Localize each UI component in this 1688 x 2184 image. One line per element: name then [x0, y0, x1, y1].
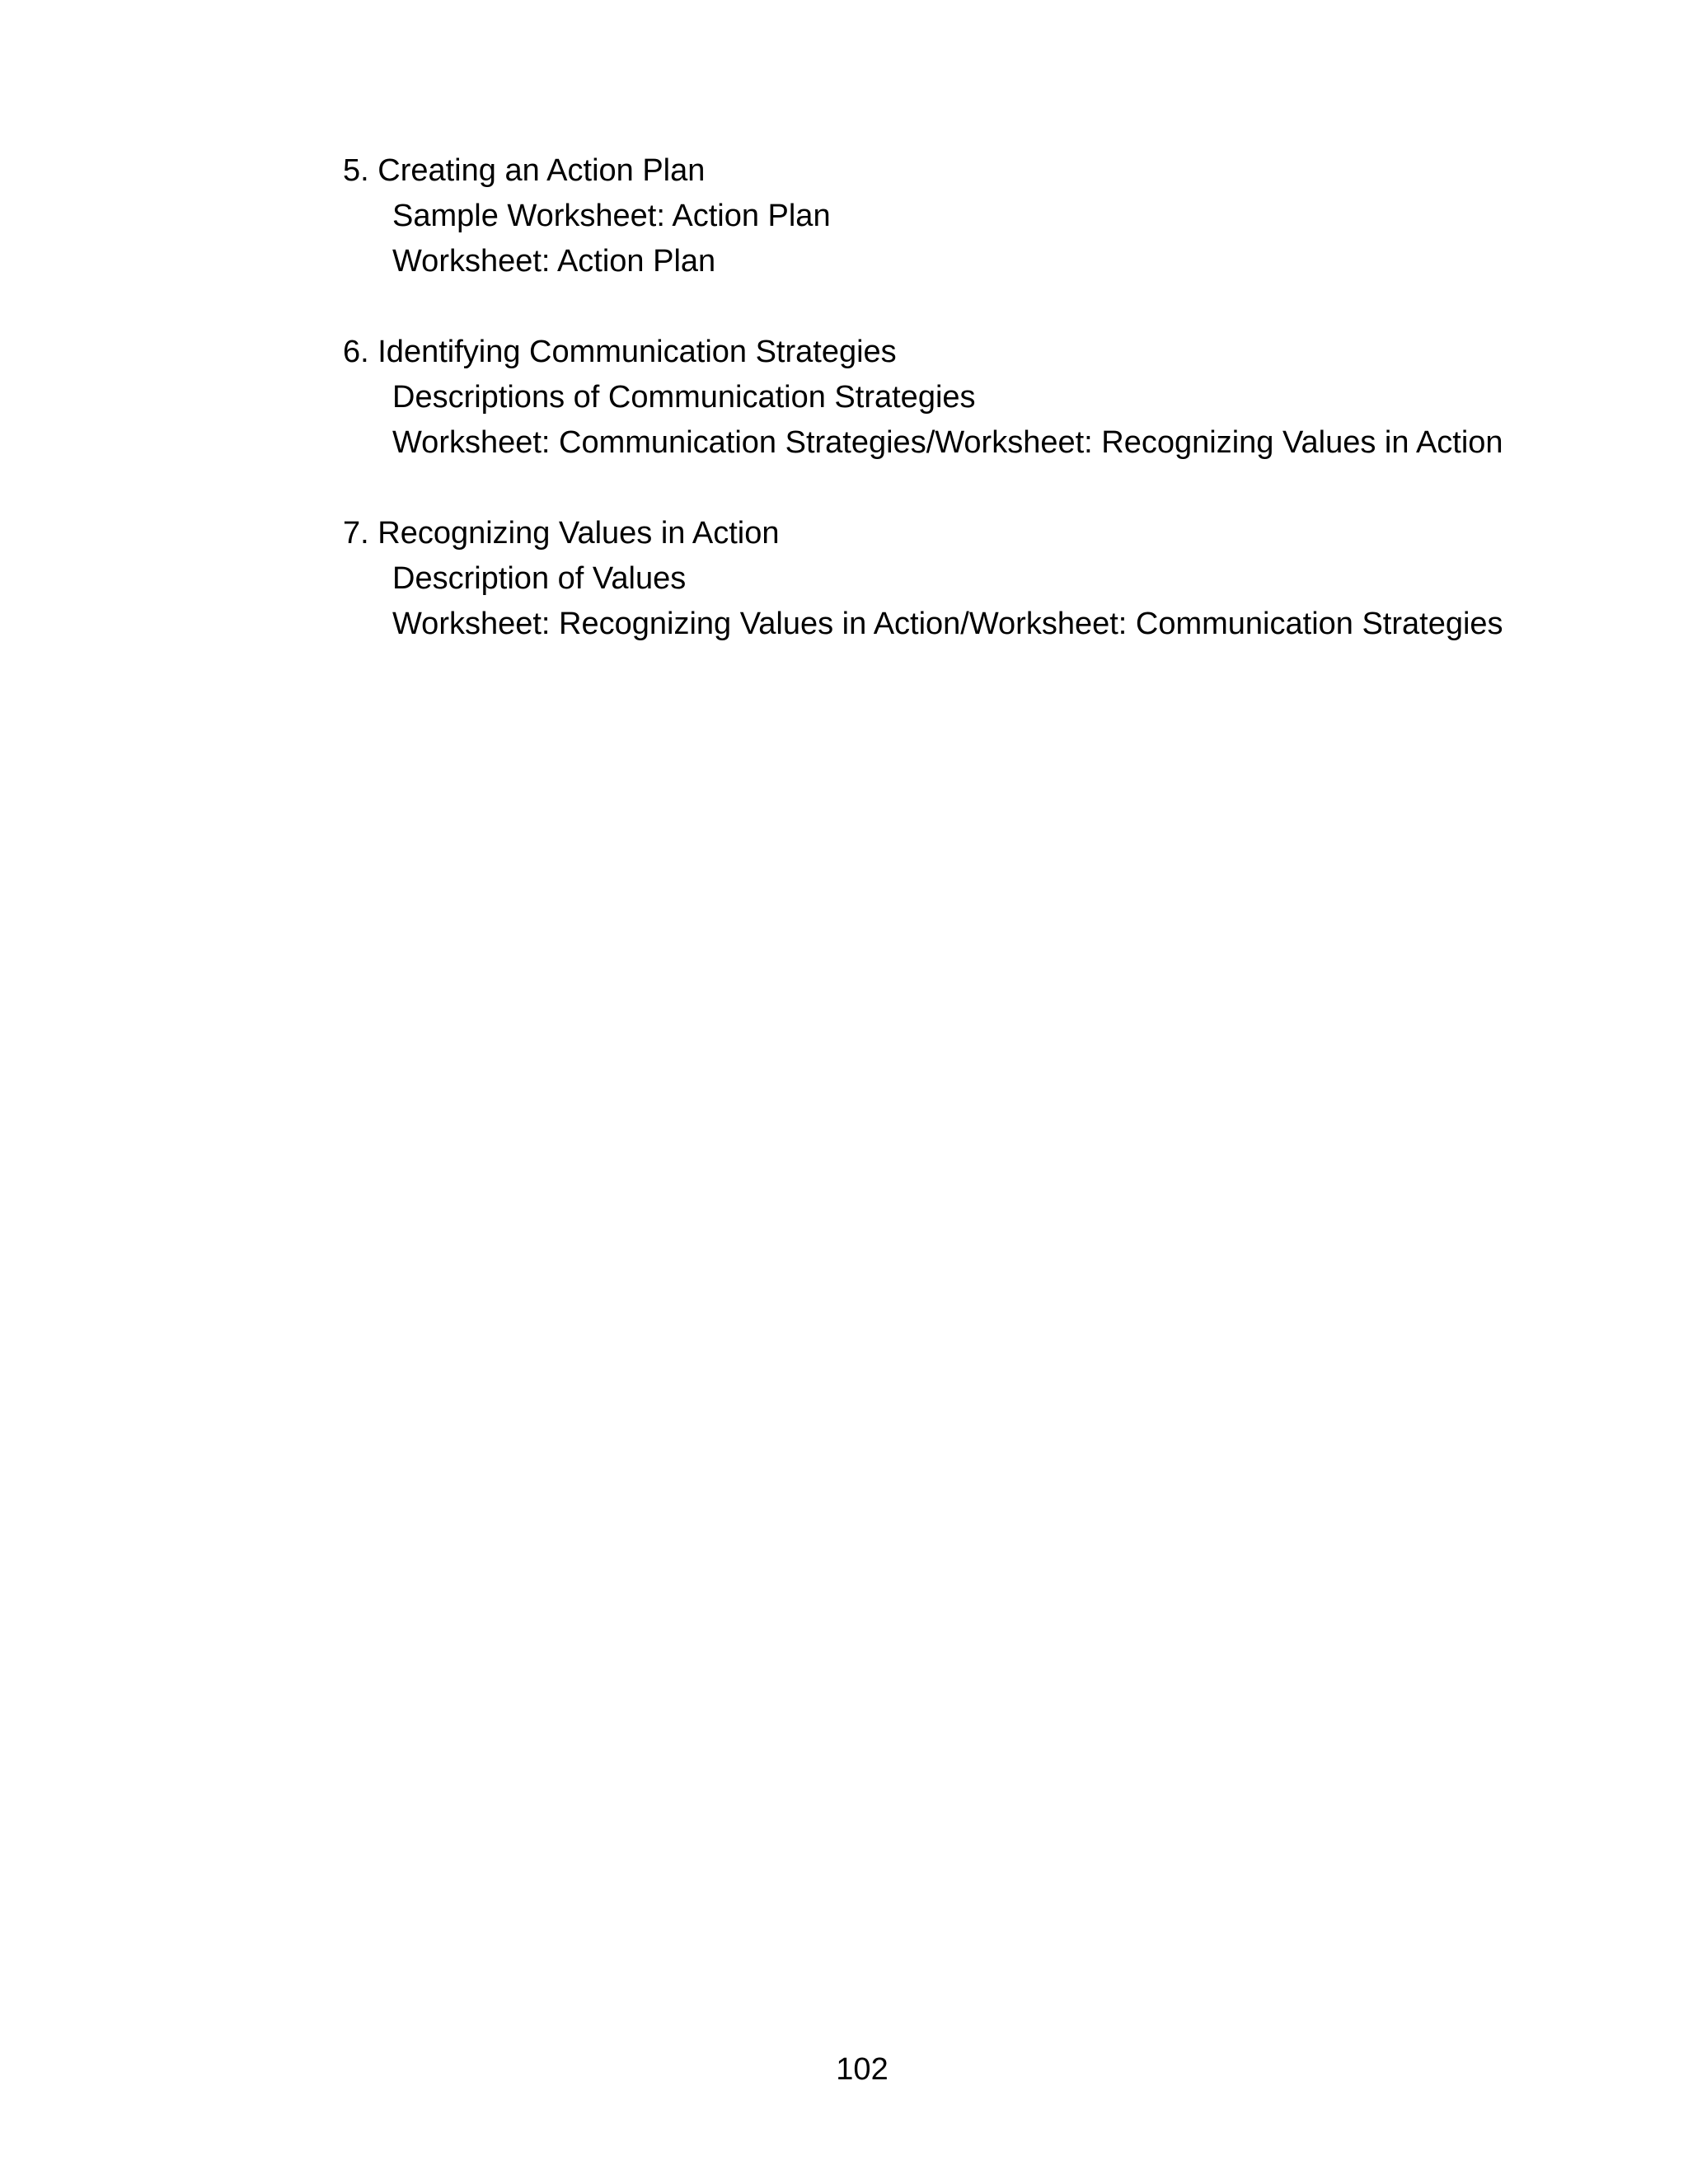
section-item-list [343, 375, 1629, 466]
section-title: 6. Identifying Communication Strategies [343, 335, 897, 369]
section-item-list [343, 194, 1629, 284]
section-item: Description of Values [392, 561, 687, 596]
toc-section-7 [343, 511, 1629, 647]
section-item: Descriptions of Communication Strategies [392, 380, 976, 415]
section-item-list [343, 556, 1629, 647]
section-title: 7. Recognizing Values in Action [343, 516, 780, 551]
section-item: Worksheet: Communication Strategies/Worksheet: Recognizing Values in Action [392, 425, 1503, 460]
section-title: 5. Creating an Action Plan [343, 153, 706, 188]
toc-section-6 [343, 330, 1629, 466]
toc-section-5 [343, 148, 1629, 284]
section-item: Worksheet: Action Plan [392, 244, 716, 279]
section-item: Sample Worksheet: Action Plan [392, 199, 831, 233]
section-item: Worksheet: Recognizing Values in Action/Worksheet: Communication Strategies [392, 607, 1503, 641]
table-of-contents [343, 148, 1629, 692]
page-number: 102 [836, 2052, 889, 2087]
